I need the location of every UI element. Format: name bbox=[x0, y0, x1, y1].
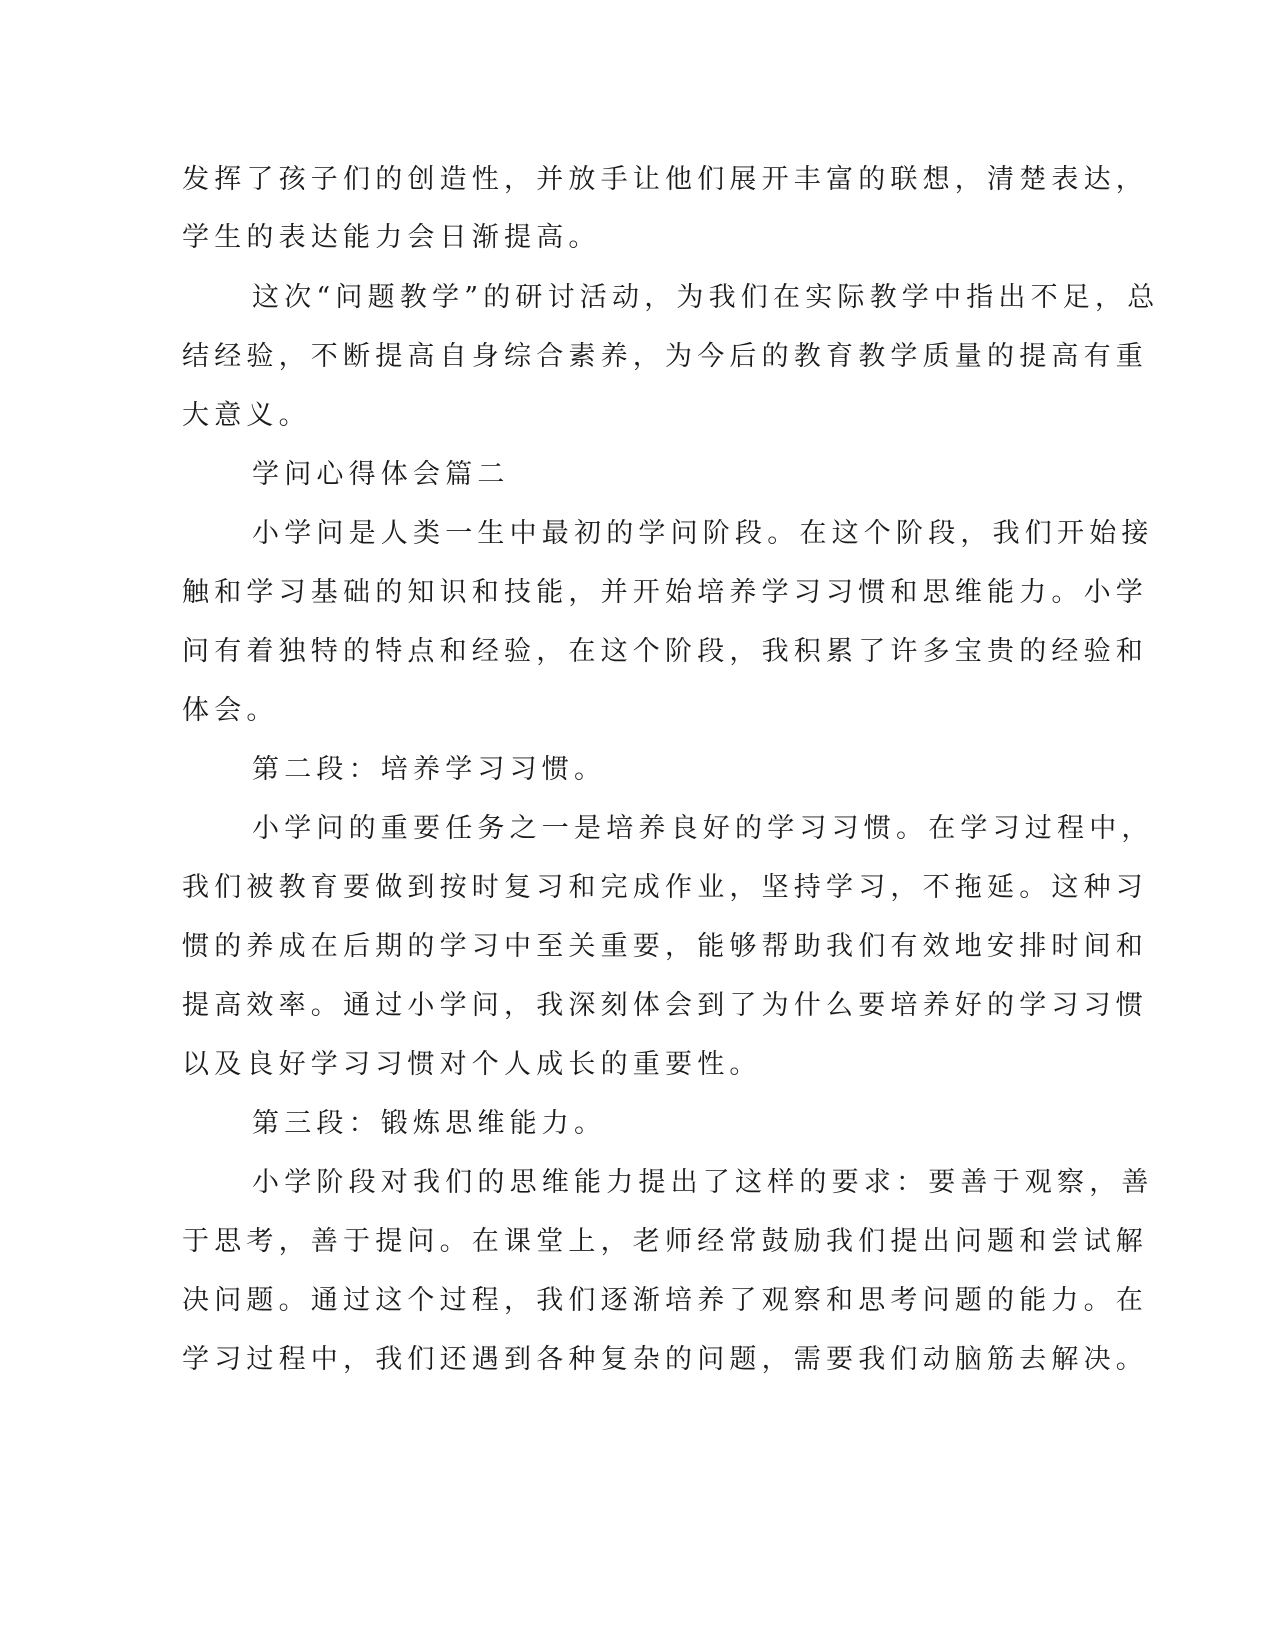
section-heading: 第二段：培养学习习惯。 bbox=[252, 754, 607, 785]
text-line: 小学问是人类一生中最初的学问阶段。在这个阶段，我们开始接 bbox=[252, 518, 1154, 549]
section-heading: 学问心得体会篇二 bbox=[252, 459, 510, 490]
text-line: 问有着独特的特点和经验，在这个阶段，我积累了许多宝贵的经验和 bbox=[182, 636, 1148, 667]
text-line: 小学问的重要任务之一是培养良好的学习习惯。在学习过程中， bbox=[252, 813, 1154, 844]
text-line: 体会。 bbox=[182, 695, 279, 726]
text-line: 以及良好学习习惯对个人成长的重要性。 bbox=[182, 1049, 762, 1080]
text-line: 结经验，不断提高自身综合素养，为今后的教育教学质量的提高有重 bbox=[182, 341, 1148, 372]
text-line: 决问题。通过这个过程，我们逐渐培养了观察和思考问题的能力。在 bbox=[182, 1285, 1148, 1316]
text-line: 于思考，善于提问。在课堂上，老师经常鼓励我们提出问题和尝试解 bbox=[182, 1226, 1148, 1257]
text-line: 学生的表达能力会日渐提高。 bbox=[182, 222, 601, 253]
text-line: 学习过程中，我们还遇到各种复杂的问题，需要我们动脑筋去解决。 bbox=[182, 1344, 1148, 1375]
text-line: 小学阶段对我们的思维能力提出了这样的要求：要善于观察，善 bbox=[252, 1167, 1154, 1198]
text-line: 大意义。 bbox=[182, 400, 311, 431]
text-line: 我们被教育要做到按时复习和完成作业，坚持学习，不拖延。这种习 bbox=[182, 872, 1148, 903]
text-line: 提高效率。通过小学问，我深刻体会到了为什么要培养好的学习习惯 bbox=[182, 990, 1148, 1021]
text-line: 发挥了孩子们的创造性，并放手让他们展开丰富的联想，清楚表达， bbox=[182, 164, 1148, 195]
text-line: 惯的养成在后期的学习中至关重要，能够帮助我们有效地安排时间和 bbox=[182, 931, 1148, 962]
text-line: 这次“问题教学”的研讨活动，为我们在实际教学中指出不足，总 bbox=[252, 282, 1160, 313]
text-line: 触和学习基础的知识和技能，并开始培养学习习惯和思维能力。小学 bbox=[182, 577, 1148, 608]
section-heading: 第三段：锻炼思维能力。 bbox=[252, 1108, 607, 1139]
